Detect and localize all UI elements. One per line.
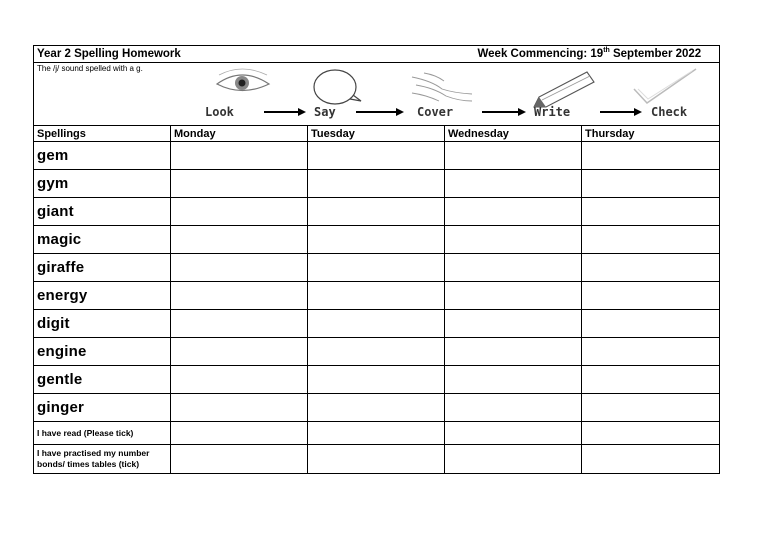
spelling-word: gym <box>34 170 171 198</box>
wednesday-cell[interactable] <box>445 198 582 226</box>
column-header-row <box>34 126 720 142</box>
spelling-word: digit <box>34 310 171 338</box>
thursday-cell[interactable] <box>582 226 720 254</box>
practised-tick-row <box>34 445 720 474</box>
column-header-tuesday: Tuesday <box>308 126 445 142</box>
monday-cell[interactable] <box>171 282 308 310</box>
wednesday-cell[interactable] <box>445 226 582 254</box>
column-header-spellings: Spellings <box>34 126 171 142</box>
thursday-cell[interactable] <box>582 422 720 445</box>
speech-bubble-icon <box>314 70 361 104</box>
monday-cell[interactable] <box>171 338 308 366</box>
arrow-icon <box>600 108 642 116</box>
monday-cell[interactable] <box>171 422 308 445</box>
monday-cell[interactable] <box>171 254 308 282</box>
spelling-word: giant <box>34 198 171 226</box>
step-look: Look <box>205 105 234 119</box>
spelling-word: energy <box>34 282 171 310</box>
thursday-cell[interactable] <box>582 366 720 394</box>
spelling-word: magic <box>34 226 171 254</box>
week-prefix: Week Commencing: 19 <box>477 48 604 60</box>
banner-cell <box>34 63 720 126</box>
arrow-icon <box>264 108 306 116</box>
tuesday-cell[interactable] <box>308 366 445 394</box>
thursday-cell[interactable] <box>582 394 720 422</box>
sheet-title: Year 2 Spelling Homework <box>34 46 308 63</box>
spelling-row <box>34 198 720 226</box>
pencil-icon <box>534 72 594 107</box>
tuesday-cell[interactable] <box>308 170 445 198</box>
week-commencing <box>308 46 720 63</box>
sound-subtitle: The /j/ sound spelled with a g. <box>37 64 143 73</box>
monday-cell[interactable] <box>171 366 308 394</box>
spelling-word: giraffe <box>34 254 171 282</box>
monday-cell[interactable] <box>171 310 308 338</box>
practised-tick-label: I have practised my number bonds/ times tables (tick) <box>34 445 171 474</box>
wednesday-cell[interactable] <box>445 142 582 170</box>
tuesday-cell[interactable] <box>308 198 445 226</box>
spelling-row <box>34 282 720 310</box>
thursday-cell[interactable] <box>582 445 720 474</box>
wednesday-cell[interactable] <box>445 310 582 338</box>
tuesday-cell[interactable] <box>308 310 445 338</box>
spelling-row <box>34 170 720 198</box>
spelling-row <box>34 338 720 366</box>
step-write: Write <box>534 105 571 119</box>
spelling-row <box>34 366 720 394</box>
monday-cell[interactable] <box>171 445 308 474</box>
thursday-cell[interactable] <box>582 198 720 226</box>
tuesday-cell[interactable] <box>308 445 445 474</box>
spelling-word: engine <box>34 338 171 366</box>
arrow-icon <box>482 108 526 116</box>
spelling-row <box>34 254 720 282</box>
monday-cell[interactable] <box>171 198 308 226</box>
week-suffix: September 2022 <box>609 48 702 60</box>
thursday-cell[interactable] <box>582 310 720 338</box>
read-tick-row <box>34 422 720 445</box>
monday-cell[interactable] <box>171 394 308 422</box>
spelling-table <box>33 45 720 474</box>
step-say: Say <box>314 105 336 119</box>
monday-cell[interactable] <box>171 142 308 170</box>
column-header-wednesday: Wednesday <box>445 126 582 142</box>
step-cover: Cover <box>417 105 454 119</box>
spelling-word: gem <box>34 142 171 170</box>
thursday-cell[interactable] <box>582 338 720 366</box>
week-ordinal: th <box>603 47 610 55</box>
thursday-cell[interactable] <box>582 142 720 170</box>
banner-row <box>34 63 720 126</box>
wednesday-cell[interactable] <box>445 338 582 366</box>
monday-cell[interactable] <box>171 170 308 198</box>
tuesday-cell[interactable] <box>308 338 445 366</box>
column-header-thursday: Thursday <box>582 126 720 142</box>
thursday-cell[interactable] <box>582 254 720 282</box>
monday-cell[interactable] <box>171 226 308 254</box>
wednesday-cell[interactable] <box>445 394 582 422</box>
arrow-icon <box>356 108 404 116</box>
eye-icon <box>217 69 269 91</box>
wednesday-cell[interactable] <box>445 366 582 394</box>
spelling-word: gentle <box>34 366 171 394</box>
column-header-monday: Monday <box>171 126 308 142</box>
tuesday-cell[interactable] <box>308 142 445 170</box>
thursday-cell[interactable] <box>582 170 720 198</box>
hand-icon <box>412 73 472 101</box>
spelling-row <box>34 226 720 254</box>
tuesday-cell[interactable] <box>308 226 445 254</box>
step-check: Check <box>651 105 688 119</box>
thursday-cell[interactable] <box>582 282 720 310</box>
tuesday-cell[interactable] <box>308 282 445 310</box>
wednesday-cell[interactable] <box>445 445 582 474</box>
checkmark-icon <box>634 69 696 103</box>
spelling-word: ginger <box>34 394 171 422</box>
wednesday-cell[interactable] <box>445 422 582 445</box>
wednesday-cell[interactable] <box>445 254 582 282</box>
tuesday-cell[interactable] <box>308 254 445 282</box>
tuesday-cell[interactable] <box>308 394 445 422</box>
wednesday-cell[interactable] <box>445 170 582 198</box>
spelling-homework-sheet <box>33 45 719 474</box>
spelling-row <box>34 142 720 170</box>
tuesday-cell[interactable] <box>308 422 445 445</box>
title-row <box>34 46 720 63</box>
spelling-row <box>34 394 720 422</box>
read-tick-label: I have read (Please tick) <box>34 422 171 445</box>
wednesday-cell[interactable] <box>445 282 582 310</box>
spelling-row <box>34 310 720 338</box>
